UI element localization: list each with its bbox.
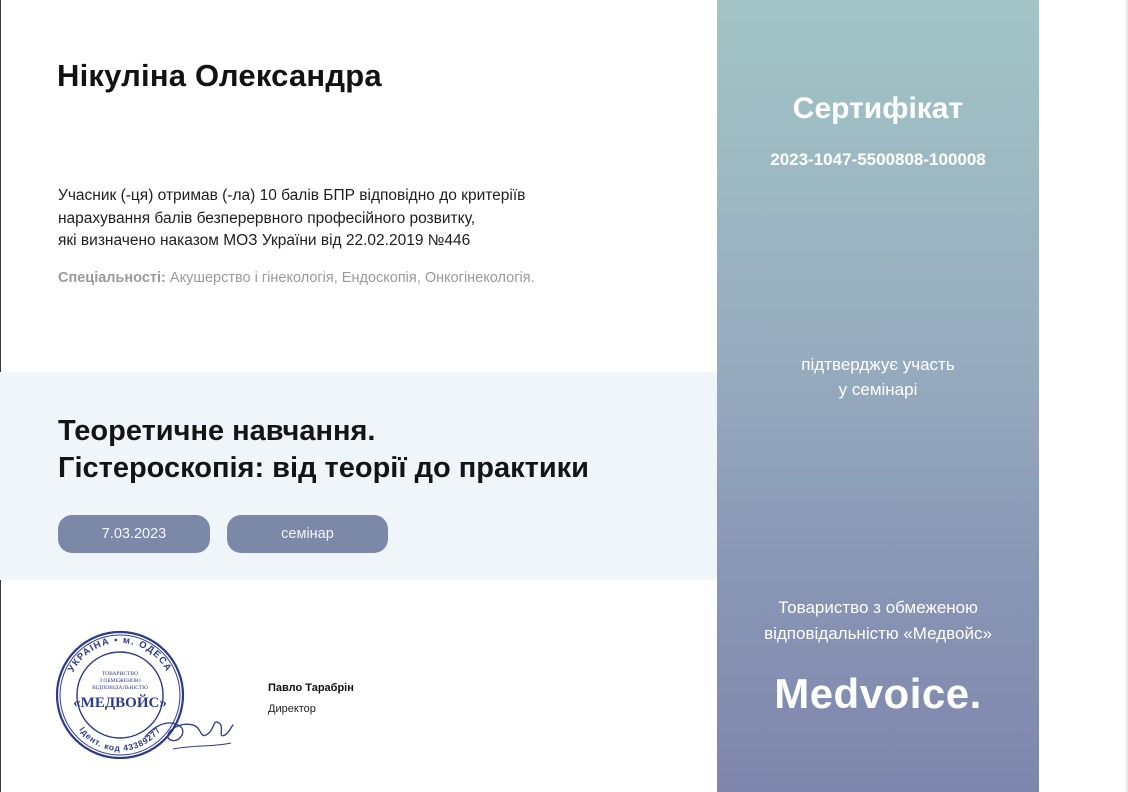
svg-text:Ідент. код 43389277 — [77, 725, 162, 753]
certificate-description — [58, 185, 618, 253]
svg-text:УКРАЇНА • м. ОДЕСА — [66, 635, 174, 674]
stamp-inner-line: З ОБМЕЖЕНОЮ — [99, 678, 141, 684]
stamp-inner-line: ТОВАРИСТВО — [101, 671, 139, 677]
signer-name: Павло Тарабрін — [268, 682, 354, 694]
confirmation-text — [717, 352, 1039, 402]
specialties-value: Акушерство і гінекологія, Ендоскопія, Онкогінекологія. — [169, 270, 535, 286]
medvoice-logo: Medvoice. — [774, 670, 982, 717]
stamp-center-name: «МЕДВОЙС» — [73, 695, 167, 711]
course-title-line: Теоретичне навчання. — [58, 415, 376, 447]
certificate-sidebar — [717, 0, 1039, 792]
description-line: нарахування балів безперервного професійного розвитку, — [58, 209, 476, 227]
certificate-number: 2023-1047-5500808-100008 — [770, 150, 986, 169]
stamp-outer-bottom: Ідент. код 43389277 — [77, 724, 163, 754]
specialties — [58, 270, 535, 286]
organization-name — [717, 595, 1039, 647]
specialties-label: Спеціальності: — [58, 270, 166, 286]
confirmation-line: підтверджує участь — [801, 355, 955, 374]
organization-line: Товариство з обмеженою — [778, 598, 978, 617]
event-type-badge: семінар — [227, 515, 388, 553]
stamp-inner-line: ВІДПОВІДАЛЬНІСТЮ — [92, 685, 148, 691]
participant-name: Нікуліна Олександра — [57, 58, 382, 93]
course-title-line: Гістероскопія: від теорії до практики — [58, 452, 589, 484]
stamp-outer-top: УКРАЇНА • м. ОДЕСА — [65, 634, 175, 675]
date-badge: 7.03.2023 — [58, 515, 210, 553]
certificate-title: Сертифікат — [792, 92, 964, 125]
organization-line: відповідальністю «Медвойс» — [764, 624, 992, 643]
signer-role: Директор — [268, 703, 316, 715]
course-title — [58, 413, 589, 487]
company-stamp — [53, 627, 235, 759]
description-line: які визначено наказом МОЗ України від 22.02.2019 №446 — [58, 232, 471, 249]
confirmation-line: у семінарі — [838, 380, 918, 399]
description-line: Учасник (-ця) отримав (-ла) 10 балів БПР відповідно до критеріїв — [58, 187, 526, 204]
